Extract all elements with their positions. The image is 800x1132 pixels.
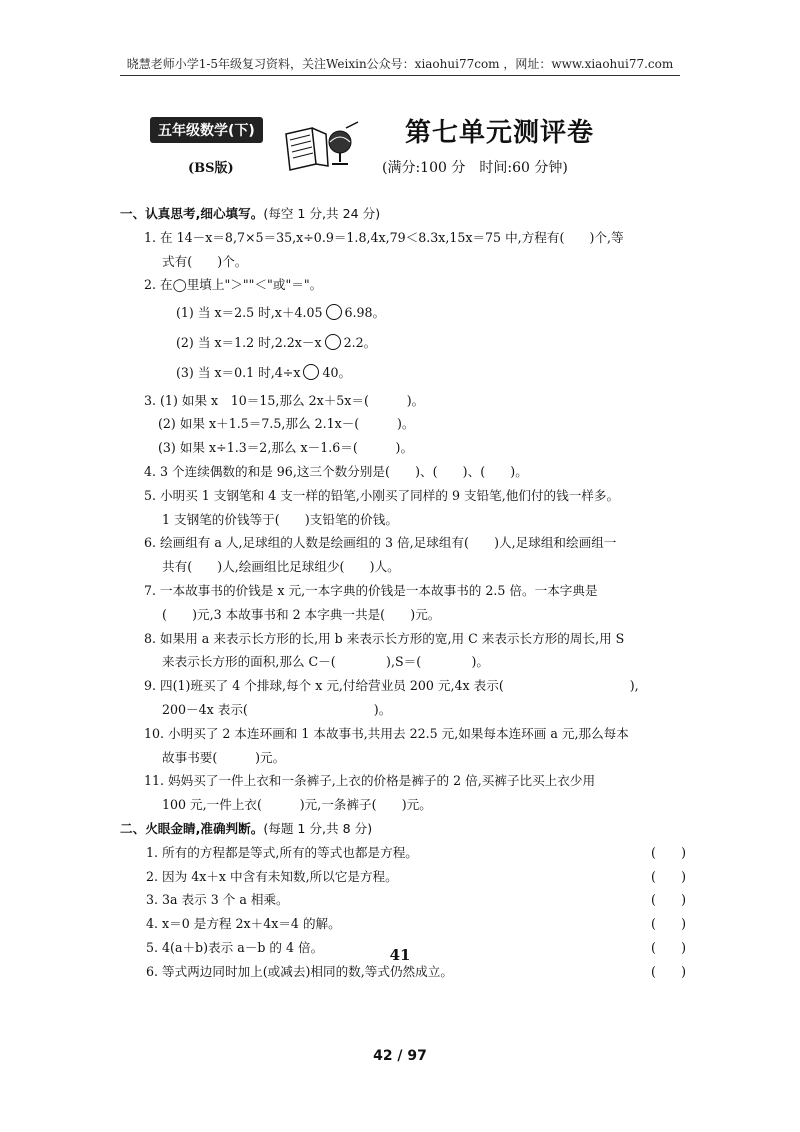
page-counter: 42 / 97 xyxy=(373,1048,427,1064)
grade-tag: 五年级数学(下) xyxy=(150,117,263,143)
question-5-cont: 1 支钢笔的价钱等于( )支铅笔的价钱。 xyxy=(162,511,398,527)
question-2-3: (3) 当 x＝0.1 时,4÷x 40。 xyxy=(176,364,352,380)
question-3-3: (3) 如果 x÷1.3＝2,那么 x－1.6＝( )。 xyxy=(158,440,414,456)
exam-info: (满分:100 分 时间:60 分钟) xyxy=(382,160,568,176)
compare-circle[interactable] xyxy=(325,334,341,350)
judge-item: 5. 4(a＋b)表示 a－b 的 4 倍。 ( ) xyxy=(120,936,700,960)
question-2-2: (2) 当 x＝1.2 时,2.2x－x 2.2。 xyxy=(176,334,377,350)
question-7: 7. 一本故事书的价钱是 x 元,一本字典的价钱是一本故事书的 2.5 倍。一本字典是 xyxy=(144,582,598,598)
section-2-heading: 二、火眼金睛,准确判断。(每题 1 分,共 8 分) xyxy=(120,820,373,836)
exam-content xyxy=(120,202,700,984)
question-3-1: 3. (1) 如果 x 10＝15,那么 2x＋5x＝( )。 xyxy=(144,392,425,408)
judge-item: 3. 3a 表示 3 个 a 相乘。 ( ) xyxy=(120,888,700,912)
answer-box[interactable]: ( ) xyxy=(650,939,686,955)
question-4: 4. 3 个连续偶数的和是 96,这三个数分别是( )、( )、( )。 xyxy=(144,463,528,479)
question-9-cont: 200－4x 表示( )。 xyxy=(162,701,392,717)
answer-box[interactable]: ( ) xyxy=(650,963,686,979)
question-5: 5. 小明买 1 支钢笔和 4 支一样的铅笔,小刚买了同样的 9 支铅笔,他们付的钱一样多。 xyxy=(144,487,620,503)
question-1-cont: 式有( )个。 xyxy=(162,253,248,269)
question-2: 2. 在◯里填上"＞""＜"或"＝"。 xyxy=(144,277,323,293)
question-10: 10. 小明买了 2 本连环画和 1 本故事书,共用去 22.5 元,如果每本连环画 a 元,那么每本 xyxy=(144,725,629,741)
header-divider xyxy=(120,75,680,76)
question-7-cont: ( )元,3 本故事书和 2 本字典一共是( )元。 xyxy=(162,606,441,622)
judge-item: 2. 因为 4x＋x 中含有未知数,所以它是方程。 ( ) xyxy=(120,865,700,889)
question-11: 11. 妈妈买了一件上衣和一条裤子,上衣的价格是裤子的 2 倍,买裤子比买上衣少用 xyxy=(144,773,596,789)
book-and-globe-icon xyxy=(282,120,362,172)
page-title: 第七单元测评卷 xyxy=(405,118,595,148)
page-number: 41 xyxy=(389,946,411,964)
question-3-2: (2) 如果 x＋1.5＝7.5,那么 2.1x－( )。 xyxy=(158,416,415,432)
question-6: 6. 绘画组有 a 人,足球组的人数是绘画组的 3 倍,足球组有( )人,足球组和绘画组一 xyxy=(144,535,617,551)
answer-box[interactable]: ( ) xyxy=(650,892,686,908)
question-8-cont: 来表示长方形的面积,那么 C－( ),S＝( )。 xyxy=(162,654,489,670)
judge-item: 1. 所有的方程都是等式,所有的等式也都是方程。 ( ) xyxy=(120,841,700,865)
judge-item: 4. x＝0 是方程 2x＋4x＝4 的解。 ( ) xyxy=(120,912,700,936)
section-1-heading: 一、认真思考,细心填写。(每空 1 分,共 24 分) xyxy=(120,206,381,221)
answer-box[interactable]: ( ) xyxy=(650,868,686,884)
question-2-1: (1) 当 x＝2.5 时,x＋4.05 6.98。 xyxy=(176,305,386,321)
question-10-cont: 故事书要( )元。 xyxy=(162,749,286,765)
question-6-cont: 共有( )人,绘画组比足球组少( )人。 xyxy=(162,559,400,575)
question-8: 8. 如果用 a 来表示长方形的长,用 b 来表示长方形的宽,用 C 来表示长方形的周长,用 S xyxy=(144,630,625,646)
question-11-cont: 100 元,一件上衣( )元,一条裤子( )元。 xyxy=(162,797,432,813)
question-1: 1. 在 14－x＝8,7×5＝35,x÷0.9＝1.8,4x,79＜8.3x,15x＝75 中,方程有( )个,等 xyxy=(144,229,624,245)
judge-item: 6. 等式两边同时加上(或减去)相同的数,等式仍然成立。 ( ) xyxy=(120,960,700,984)
edition-label: (BS版) xyxy=(188,161,234,176)
header-note: 晓慧老师小学1-5年级复习资料，关注Weixin公众号：xiaohui77com ，网址：www.xiaohui77.com xyxy=(126,57,674,71)
compare-circle[interactable] xyxy=(303,364,319,380)
answer-box[interactable]: ( ) xyxy=(650,916,686,932)
question-9: 9. 四(1)班买了 4 个排球,每个 x 元,付给营业员 200 元,4x 表示( ), xyxy=(144,678,639,694)
answer-box[interactable]: ( ) xyxy=(650,844,686,860)
compare-circle[interactable] xyxy=(326,304,342,320)
